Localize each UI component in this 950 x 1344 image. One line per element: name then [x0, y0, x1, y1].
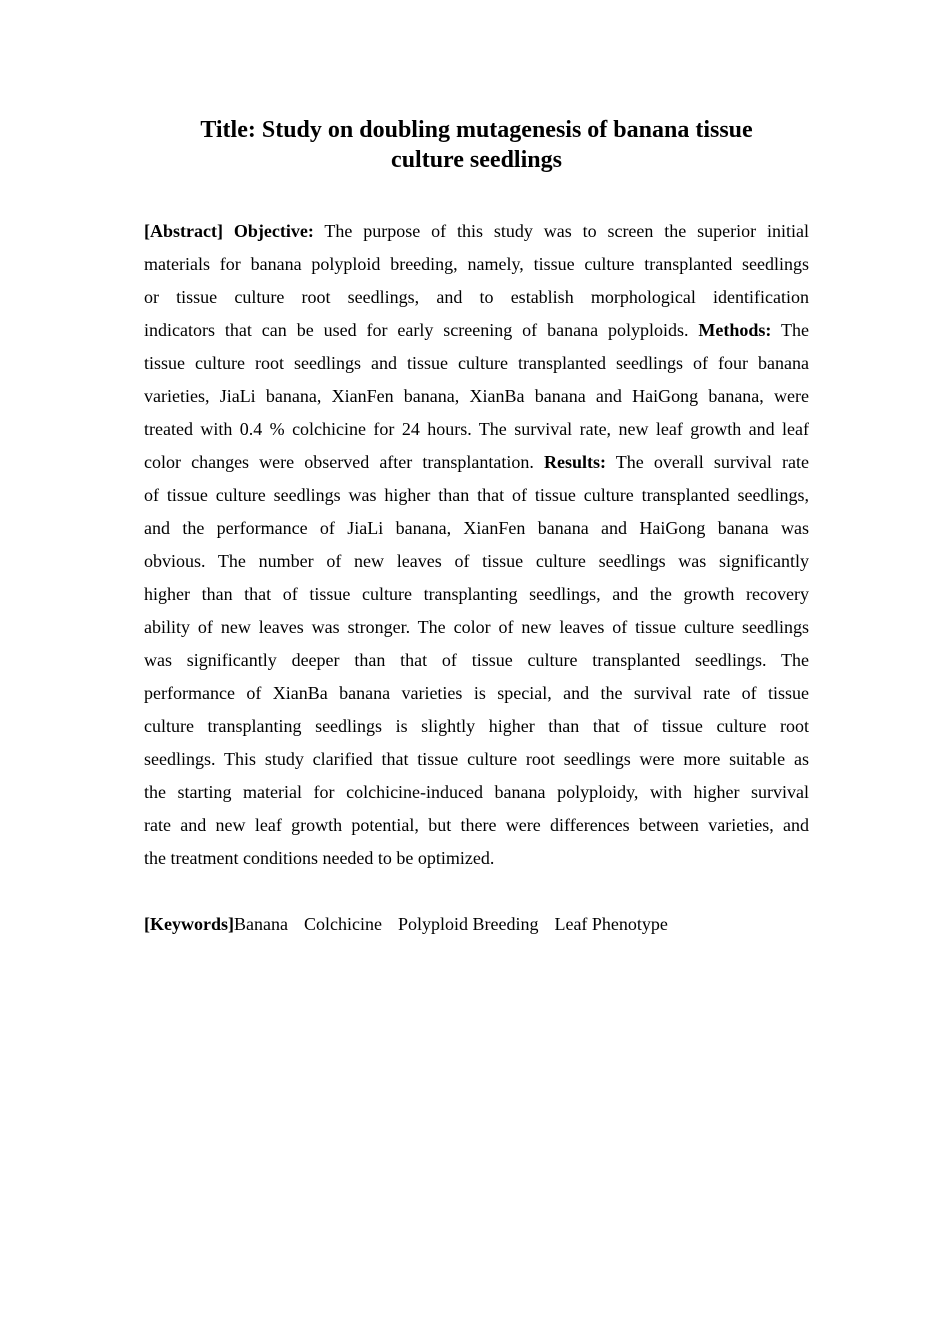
abstract-line: the starting material for colchicine-induced banana polyploidy, with higher survival	[144, 782, 809, 802]
paper-title-line-2: culture seedlings	[391, 147, 562, 173]
methods-label: Methods:	[698, 320, 772, 340]
keywords-section	[144, 908, 809, 941]
abstract-text: The	[771, 320, 809, 340]
abstract-line: varieties, JiaLi banana, XianFen banana, XianBa banana and HaiGong banana, were	[144, 386, 809, 406]
abstract-line: or tissue culture root seedlings, and to establish morphological identification	[144, 287, 809, 307]
abstract-text: The overall survival rate	[605, 452, 809, 472]
abstract-text: The purpose of this study was to screen the superior initial	[313, 221, 809, 241]
abstract-line: seedlings. This study clarified that tissue culture root seedlings were more suitable as	[144, 749, 809, 769]
abstract-text: color changes were observed after transplantation.	[144, 452, 544, 472]
keyword: Leaf Phenotype	[554, 914, 668, 934]
keyword: Banana	[233, 914, 288, 934]
paper-title-line-1: Title: Study on doubling mutagenesis of banana tissue	[200, 117, 753, 143]
keyword: Polyploid Breeding	[397, 914, 539, 934]
abstract-line: performance of XianBa banana varieties is special, and the survival rate of tissue	[144, 683, 809, 703]
abstract-line	[144, 446, 809, 479]
abstract-line: the treatment conditions needed to be optimized.	[144, 848, 495, 868]
abstract-line: tissue culture root seedlings and tissue culture transplanted seedlings of four banana	[144, 353, 809, 373]
abstract-line: culture transplanting seedlings is slightly higher than that of tissue culture root	[144, 716, 809, 736]
abstract-line: treated with 0.4 % colchicine for 24 hours. The survival rate, new leaf growth and leaf	[144, 419, 809, 439]
abstract-text: indicators that can be used for early screening of banana polyploids.	[144, 320, 699, 340]
abstract-line: ability of new leaves was stronger. The color of new leaves of tissue culture seedlings	[144, 617, 809, 637]
abstract-label: [Abstract]	[144, 221, 223, 241]
paper-title	[144, 115, 809, 175]
abstract-line: materials for banana polyploid breeding, namely, tissue culture transplanted seedlings	[144, 254, 809, 274]
abstract-line	[144, 314, 809, 347]
keyword: Colchicine	[303, 914, 382, 934]
abstract-line: and the performance of JiaLi banana, XianFen banana and HaiGong banana was	[144, 518, 809, 538]
abstract-line: rate and new leaf growth potential, but there were differences between varieties, and	[144, 815, 809, 835]
abstract-line: obvious. The number of new leaves of tissue culture seedlings was significantly	[144, 551, 809, 571]
abstract-line	[144, 215, 809, 248]
objective-label: Objective:	[233, 221, 314, 241]
abstract-line: of tissue culture seedlings was higher than that of tissue culture transplanted seedlings,	[144, 485, 809, 505]
abstract-section	[144, 215, 809, 875]
abstract-line: higher than that of tissue culture transplanting seedlings, and the growth recovery	[144, 584, 809, 604]
results-label: Results:	[543, 452, 606, 472]
abstract-line: was significantly deeper than that of tissue culture transplanted seedlings. The	[144, 650, 809, 670]
keywords-label: [Keywords]	[144, 914, 234, 934]
